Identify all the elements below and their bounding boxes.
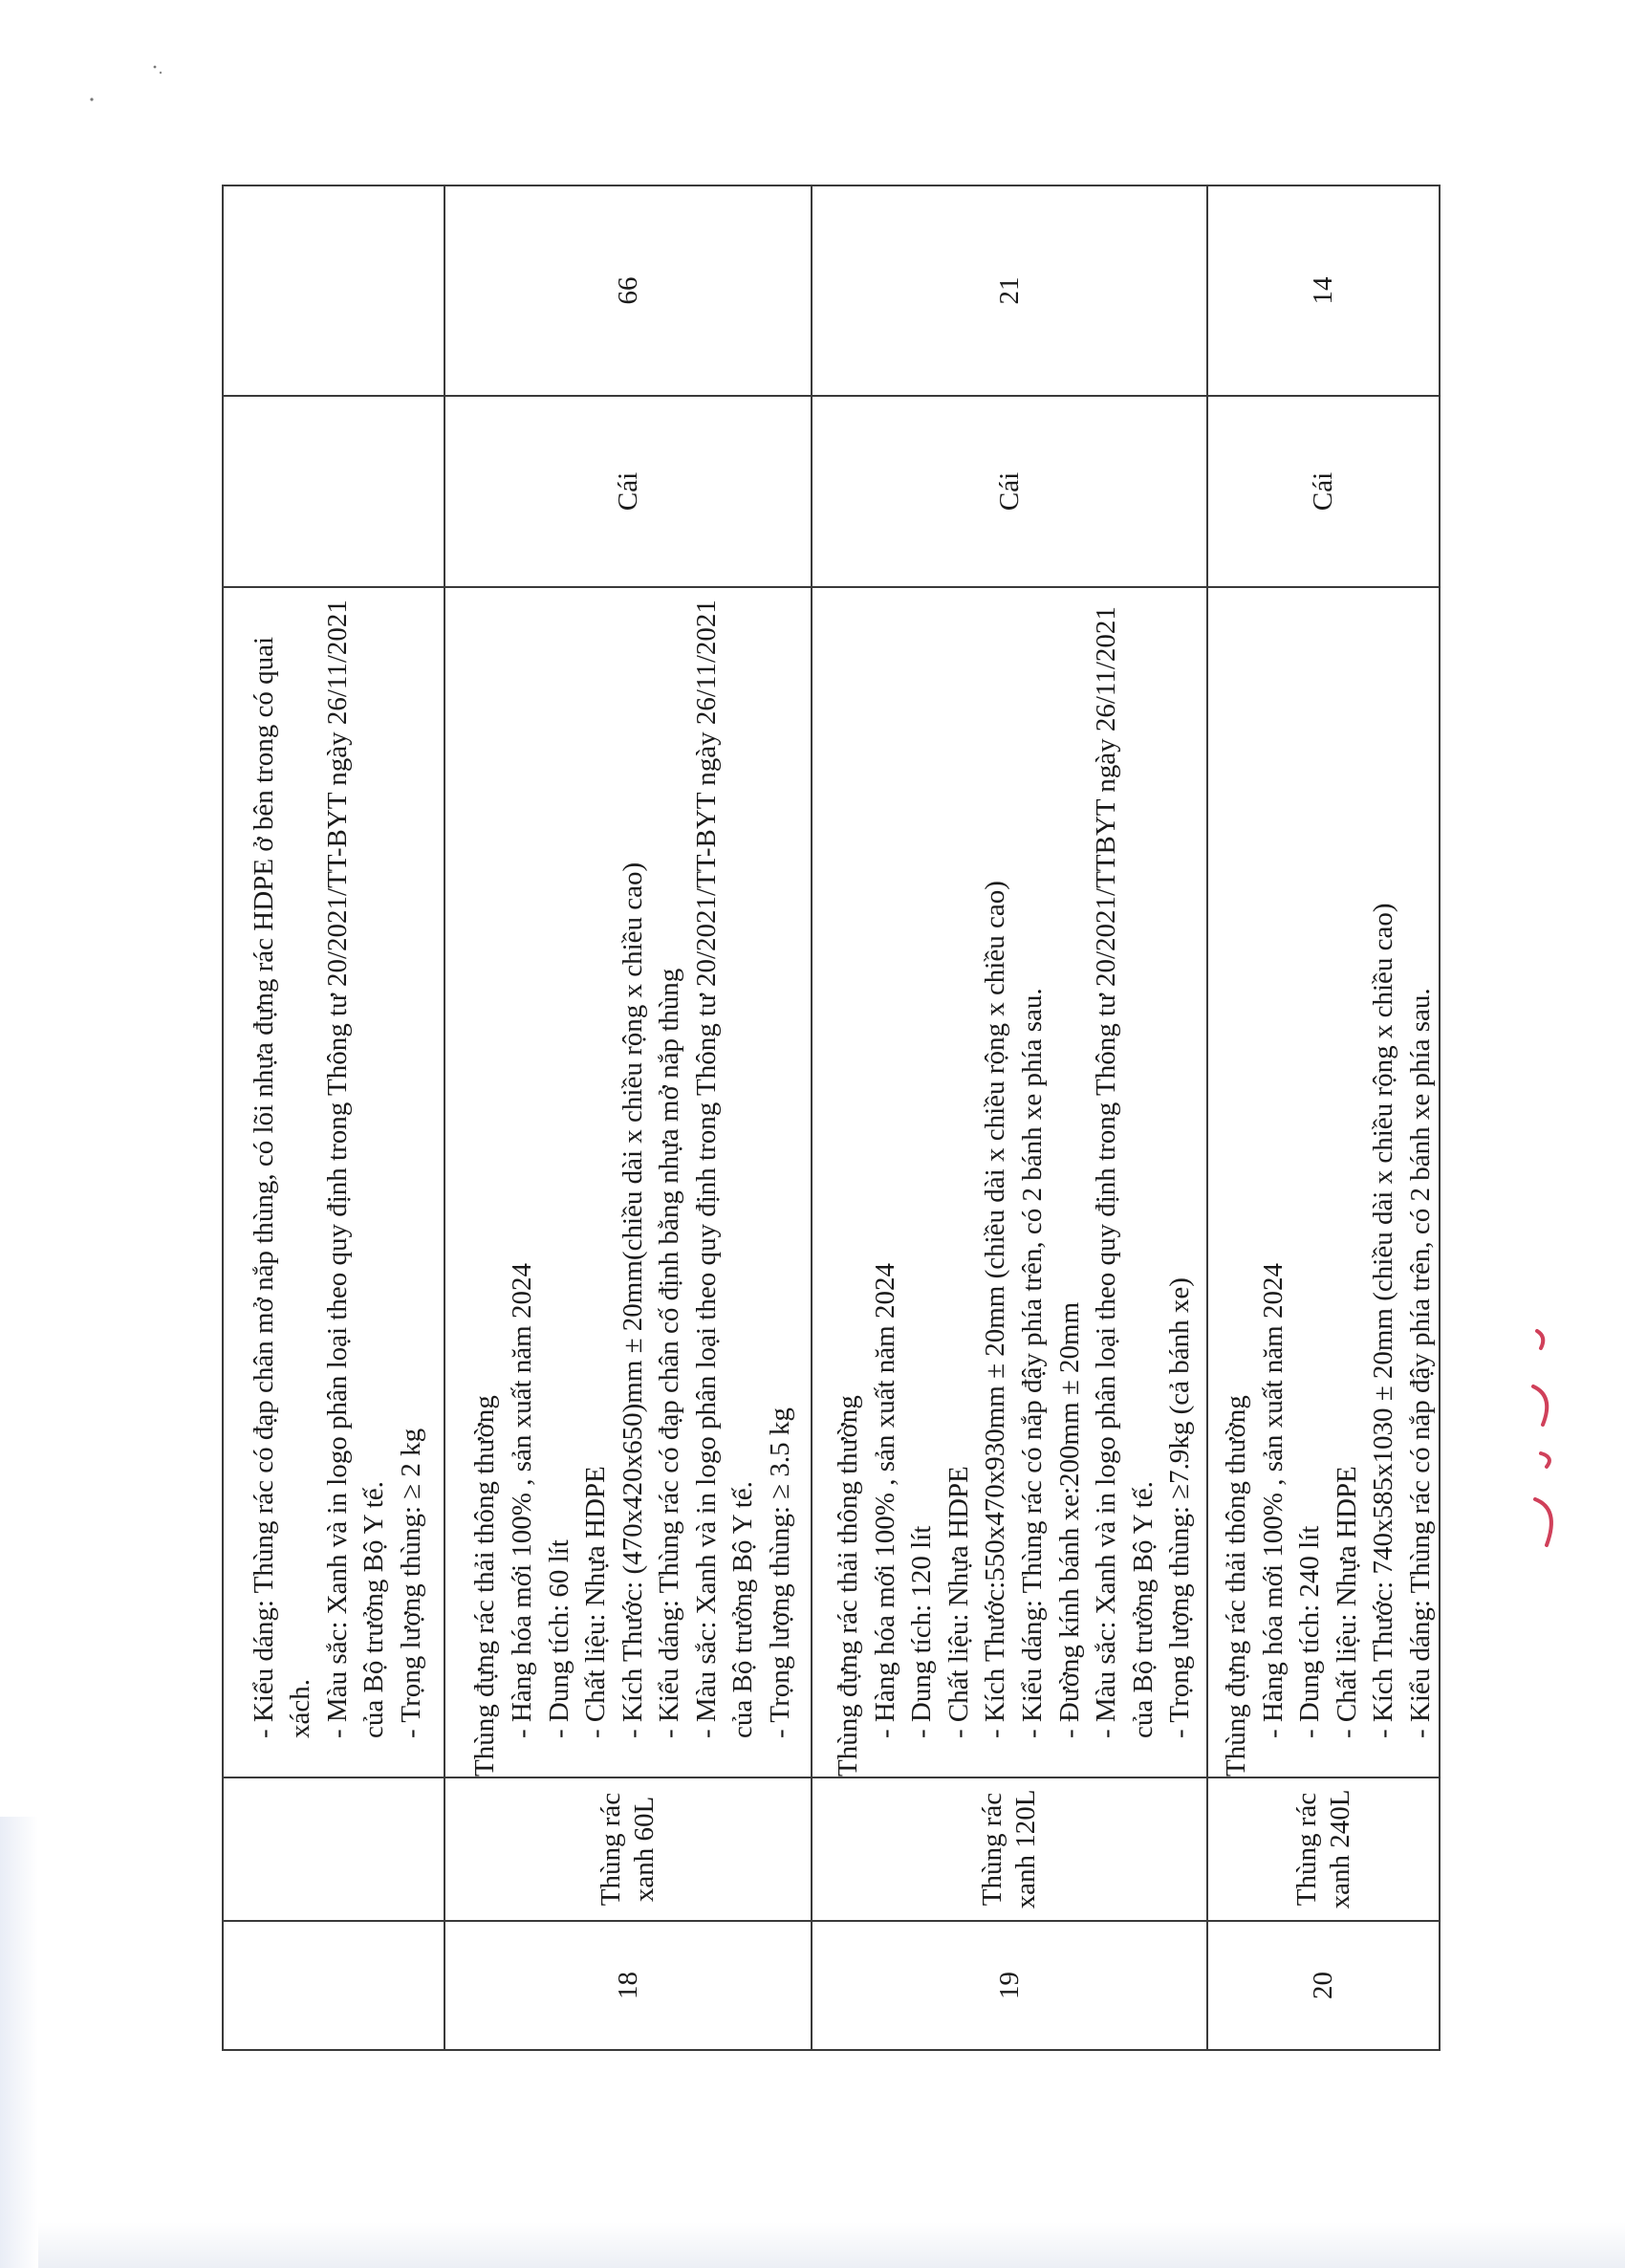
cell-description: [444, 587, 812, 1777]
description-line: - Màu sắc: Xanh và in logo phân loại theo quy định trong Thông tư 20/2021/TT-BYT ngày 26/11/2021 của Bộ trưởng Bộ Y tế.: [690, 600, 759, 1738]
rotated-table-container: [222, 186, 1436, 2051]
cell-qty: [223, 185, 444, 396]
description-line: - Kiểu dáng: Thùng rác có nắp đậy phía trên, có 2 bánh xe phía sau.: [1017, 988, 1048, 1738]
cell-name: [223, 1777, 444, 1921]
cell-no: 18: [444, 1921, 812, 2050]
description-line: - Kiểu dáng: Thùng rác có đạp chân cố định bằng nhựa mở nắp thùng: [654, 968, 685, 1738]
description-line: - Chất liệu: Nhựa HDPE: [942, 1466, 974, 1738]
description-line: Thùng đựng rác thải thông thường: [469, 1395, 501, 1777]
scan-specks: [84, 61, 180, 119]
description-line: - Kiểu dáng: Thùng rác có đạp chân mở nắp thùng, có lõi nhựa đựng rác HDPE ở bên trong có quai xách.: [248, 637, 316, 1738]
cell-no: 19: [812, 1921, 1207, 2050]
cell-no: [223, 1921, 444, 2050]
description-line: - Kích Thước: 740x585x1030 ± 20mm (chiều dài x chiều rộng x chiều cao): [1368, 903, 1399, 1738]
table-row-continuation: [223, 185, 444, 2050]
description-line: - Kích Thước:550x470x930mm ± 20mm (chiều dài x chiều rộng x chiều cao): [980, 881, 1011, 1738]
description-line: - Kích Thước: (470x420x650)mm ± 20mm(chiều dài x chiều rộng x chiều cao): [617, 861, 648, 1738]
cell-unit: Cái: [1207, 396, 1440, 587]
description-line: - Hàng hóa mới 100% , sản xuất năm 2024: [869, 1263, 900, 1738]
description-line: Thùng đựng rác thải thông thường: [833, 1395, 864, 1777]
cell-description: [1207, 587, 1440, 1777]
cell-qty: 66: [444, 185, 812, 396]
description-line: - Trọng lượng thùng: ≥ 3.5 kg: [764, 1407, 795, 1738]
description-line: Thùng đựng rác thải thông thường: [1221, 1395, 1251, 1777]
cell-name: Thùng rác xanh 240L: [1207, 1777, 1440, 1921]
cell-qty: 21: [812, 185, 1207, 396]
description-line: - Màu sắc: Xanh và in logo phân loại theo quy định trong Thông tư 20/2021/TTBYT ngày 26/11/2021 của Bộ trưởng Bộ Y tế.: [1091, 606, 1159, 1738]
scan-shadow-bottom: [0, 2222, 1625, 2268]
description-line: - Trọng lượng thùng: ≥7.9kg (cả bánh xe): [1164, 1277, 1196, 1738]
description-line: - Chất liệu: Nhựa HDPE: [1331, 1466, 1362, 1738]
cell-name: Thùng rác xanh 120L: [812, 1777, 1207, 1921]
cell-unit: Cái: [444, 396, 812, 587]
description-line: - Kiểu dáng: Thùng rác có nắp đậy phía trên, có 2 bánh xe phía sau.: [1404, 988, 1436, 1738]
cell-name: Thùng rác xanh 60L: [444, 1777, 812, 1921]
table-row: [1207, 185, 1440, 2050]
table-row: [812, 185, 1207, 2050]
description-line: - Dung tích: 60 lít: [543, 1539, 574, 1738]
cell-qty: 14: [1207, 185, 1440, 396]
cell-unit: [223, 396, 444, 587]
cell-description: [223, 587, 444, 1777]
description-line: - Đường kính bánh xe:200mm ± 20mm: [1053, 1301, 1085, 1738]
description-line: - Dung tích: 240 lít: [1294, 1525, 1326, 1738]
description-line: - Dung tích: 120 lít: [906, 1525, 938, 1738]
description-line: - Trọng lượng thùng: ≥ 2 kg: [395, 1428, 426, 1738]
description-line: - Màu sắc: Xanh và in logo phân loại theo quy định trong Thông tư 20/2021/TT-BYT ngày 26/11/2021 của Bộ trưởng Bộ Y tế.: [321, 600, 390, 1738]
table-row: [444, 185, 812, 2050]
cell-unit: Cái: [812, 396, 1207, 587]
description-line: - Hàng hóa mới 100% , sản xuất năm 2024: [1257, 1263, 1289, 1738]
cell-no: 20: [1207, 1921, 1440, 2050]
description-line: - Chất liệu: Nhựa HDPE: [580, 1466, 612, 1738]
cell-description: [812, 587, 1207, 1777]
scan-shadow-left: [0, 1817, 38, 2268]
ink-mark: [1520, 1319, 1577, 1568]
description-line: - Hàng hóa mới 100% , sản xuất năm 2024: [507, 1263, 538, 1738]
specification-table: [222, 185, 1441, 2051]
